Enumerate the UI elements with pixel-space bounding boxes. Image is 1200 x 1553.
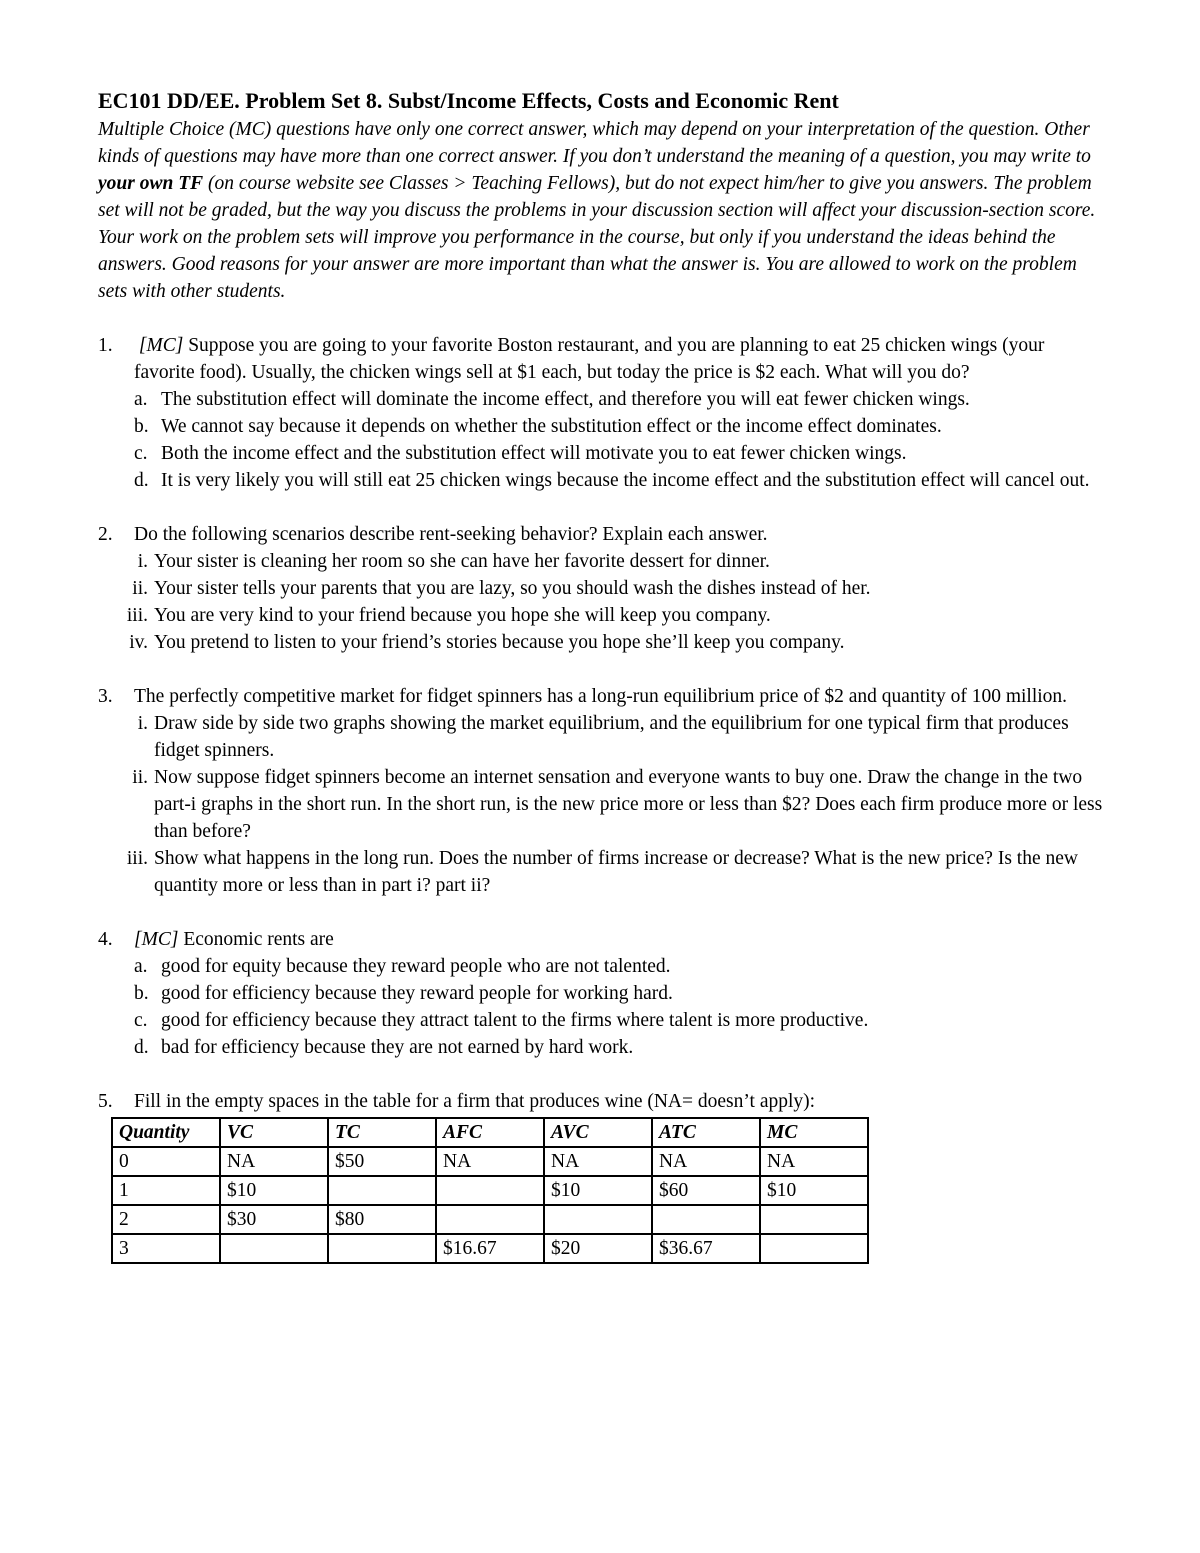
option-label: b.	[134, 416, 149, 437]
intro-text-2: (on course website see Classes > Teaching Fellows), but do not expect him/her to give you answers. The problem set will not be graded, but the way you discuss the problems in your discussion section will affect your discussion-section score. Your work on the problem sets will improve you performance in the course, but only if you understand the ideas behind the answers. Good reasons for your answer are more important than what the answer is. You are allowed to work on the problem sets with other students.	[98, 173, 1096, 302]
table-cell: 2	[112, 1205, 220, 1234]
table-header-row	[112, 1118, 868, 1147]
option-d	[134, 467, 1108, 494]
cost-table	[111, 1117, 869, 1264]
question-number: 2.	[98, 524, 113, 545]
table-cell-empty	[220, 1234, 328, 1263]
table-cell: 3	[112, 1234, 220, 1263]
mc-tag: [MC]	[134, 929, 179, 950]
question-5	[98, 1088, 1108, 1264]
part-list	[126, 710, 1108, 899]
table-cell: $80	[328, 1205, 436, 1234]
question-stem: Fill in the empty spaces in the table for a firm that produces wine (NA= doesn’t apply):	[134, 1091, 816, 1112]
header-vc: VC	[220, 1118, 328, 1147]
item-label: iv.	[129, 632, 148, 653]
scenario-item	[126, 602, 1108, 629]
scenario-item	[129, 629, 1108, 656]
table-cell-empty	[436, 1205, 544, 1234]
option-text: It is very likely you will still eat 25 chicken wings because the income effect and the substitution effect will cancel out.	[161, 470, 1090, 491]
option-label: d.	[134, 1037, 149, 1058]
table-cell-empty	[760, 1234, 868, 1263]
item-label: i.	[137, 551, 148, 572]
question-text: Suppose you are going to your favorite Boston restaurant, and you are planning to eat 25 chicken wings (your favorite food). Usually, the chicken wings sell at $1 each, but today the price is $2 each. What will you do?	[134, 335, 1045, 383]
answer-options	[134, 386, 1108, 494]
item-label: ii.	[132, 578, 148, 599]
intro-tf-emphasis: your own TF	[98, 173, 204, 194]
question-1	[98, 332, 1108, 494]
table-cell: $10	[760, 1176, 868, 1205]
table-cell: $60	[652, 1176, 760, 1205]
table-row	[112, 1147, 868, 1176]
part-item	[126, 845, 1108, 899]
option-text: bad for efficiency because they are not earned by hard work.	[161, 1037, 634, 1058]
table-cell: NA	[652, 1147, 760, 1176]
question-4	[98, 926, 1108, 1061]
option-text: Both the income effect and the substitution effect will motivate you to eat fewer chicken wings.	[161, 443, 907, 464]
question-number: 1.	[98, 335, 113, 356]
table-cell: $30	[220, 1205, 328, 1234]
table-cell: $10	[544, 1176, 652, 1205]
option-text: good for equity because they reward people who are not talented.	[161, 956, 671, 977]
item-label: i.	[137, 713, 148, 734]
table-cell-empty	[328, 1234, 436, 1263]
question-number: 3.	[98, 686, 113, 707]
header-atc: ATC	[652, 1118, 760, 1147]
table-cell: $20	[544, 1234, 652, 1263]
table-cell: NA	[436, 1147, 544, 1176]
table-cell: NA	[760, 1147, 868, 1176]
intro-paragraph	[98, 116, 1108, 305]
document-page	[98, 86, 1108, 1264]
item-label: iii.	[126, 848, 148, 869]
header-avc: AVC	[544, 1118, 652, 1147]
item-text: Show what happens in the long run. Does the number of firms increase or decrease? What is the new price? Is the new quantity more or less than in part i? part ii?	[154, 848, 1078, 896]
table-cell-empty	[760, 1205, 868, 1234]
option-label: a.	[134, 956, 148, 977]
question-stem	[134, 332, 1108, 386]
question-number: 4.	[98, 929, 113, 950]
option-label: a.	[134, 389, 148, 410]
option-a	[134, 386, 1108, 413]
header-mc: MC	[760, 1118, 868, 1147]
table-row	[112, 1176, 868, 1205]
item-text: Draw side by side two graphs showing the market equilibrium, and the equilibrium for one typical firm that produces fidget spinners.	[154, 713, 1069, 761]
table-cell: $16.67	[436, 1234, 544, 1263]
table-cell-empty	[652, 1205, 760, 1234]
table-row	[112, 1234, 868, 1263]
part-item	[134, 710, 1108, 764]
item-label: iii.	[126, 605, 148, 626]
table-cell: $50	[328, 1147, 436, 1176]
header-quantity: Quantity	[112, 1118, 220, 1147]
option-text: good for efficiency because they attract talent to the firms where talent is more productive.	[161, 1010, 869, 1031]
option-d	[134, 1034, 1108, 1061]
question-3	[98, 683, 1108, 899]
option-label: d.	[134, 470, 149, 491]
question-stem	[134, 926, 1108, 953]
option-b	[134, 413, 1108, 440]
option-c	[134, 1007, 1108, 1034]
table-cell-empty	[544, 1205, 652, 1234]
question-number: 5.	[98, 1091, 113, 1112]
intro-text-1: Multiple Choice (MC) questions have only one correct answer, which may depend on your interpretation of the question. Other kinds of questions may have more than one correct answer. If you don’t understand the meaning of a question, you may write to	[98, 119, 1091, 167]
option-label: b.	[134, 983, 149, 1004]
table-row	[112, 1205, 868, 1234]
question-stem: The perfectly competitive market for fidget spinners has a long-run equilibrium price of $2 and quantity of 100 million.	[134, 686, 1068, 707]
part-item	[134, 764, 1108, 845]
option-a	[134, 953, 1108, 980]
item-text: Now suppose fidget spinners become an internet sensation and everyone wants to buy one. Draw the change in the two part-i graphs in the short run. In the short run, is the new price more or less than $2? Does each firm produce more or less than before?	[154, 767, 1103, 842]
item-text: You are very kind to your friend because you hope she will keep you company.	[154, 605, 771, 626]
scenario-item	[134, 575, 1108, 602]
table-cell: 0	[112, 1147, 220, 1176]
scenario-item	[134, 548, 1108, 575]
table-cell: NA	[220, 1147, 328, 1176]
question-stem: Do the following scenarios describe rent-seeking behavior? Explain each answer.	[134, 524, 768, 545]
header-afc: AFC	[436, 1118, 544, 1147]
table-cell-empty	[436, 1176, 544, 1205]
item-label: ii.	[132, 767, 148, 788]
item-text: Your sister tells your parents that you are lazy, so you should wash the dishes instead of her.	[154, 578, 871, 599]
table-cell-empty	[328, 1176, 436, 1205]
header-tc: TC	[328, 1118, 436, 1147]
option-text: We cannot say because it depends on whether the substitution effect or the income effect dominates.	[161, 416, 942, 437]
option-b	[134, 980, 1108, 1007]
answer-options	[134, 953, 1108, 1061]
table-cell: $10	[220, 1176, 328, 1205]
option-label: c.	[134, 443, 148, 464]
page-title: EC101 DD/EE. Problem Set 8. Subst/Income Effects, Costs and Economic Rent	[98, 88, 839, 113]
item-text: Your sister is cleaning her room so she can have her favorite dessert for dinner.	[154, 551, 770, 572]
table-cell: $36.67	[652, 1234, 760, 1263]
option-label: c.	[134, 1010, 148, 1031]
option-c	[134, 440, 1108, 467]
item-text: You pretend to listen to your friend’s stories because you hope she’ll keep you company.	[154, 632, 845, 653]
mc-tag: [MC]	[138, 335, 184, 356]
table-cell: NA	[544, 1147, 652, 1176]
scenario-list	[126, 548, 1108, 656]
option-text: good for efficiency because they reward people for working hard.	[161, 983, 673, 1004]
table-cell: 1	[112, 1176, 220, 1205]
option-text: The substitution effect will dominate the income effect, and therefore you will eat fewer chicken wings.	[161, 389, 970, 410]
question-text: Economic rents are	[178, 929, 334, 950]
question-2	[98, 521, 1108, 656]
